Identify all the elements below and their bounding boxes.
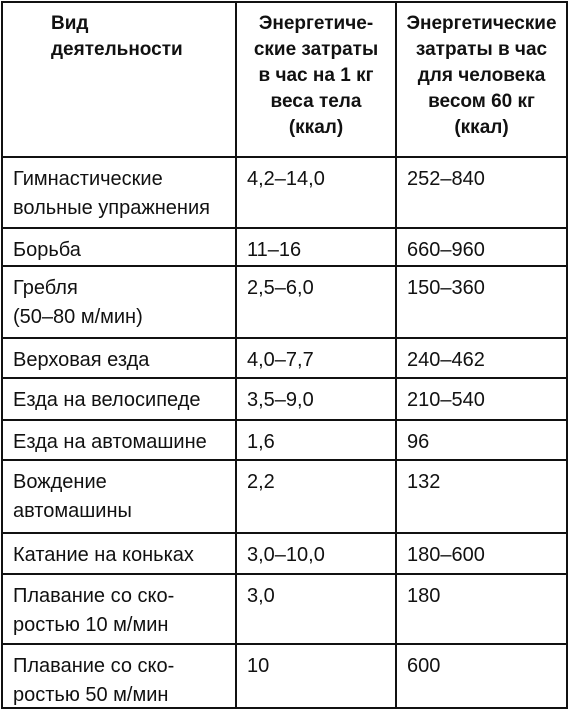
- per-60kg-cell: 240–462: [395, 339, 566, 377]
- header-per-kg: Энергетиче- ские затраты в час на 1 кг веса тела (ккал): [235, 3, 395, 156]
- per-60kg-cell: 252–840: [395, 158, 566, 227]
- per-60kg-cell: 600: [395, 645, 566, 707]
- table-row: [3, 265, 566, 337]
- per-kg-cell: 10: [235, 645, 395, 707]
- table-row: [3, 227, 566, 265]
- per-60kg-cell: 132: [395, 461, 566, 532]
- per-kg-cell: 3,0–10,0: [235, 534, 395, 573]
- table-row: [3, 337, 566, 377]
- table-row: [3, 156, 566, 227]
- activity-cell: Борьба: [13, 239, 81, 261]
- energy-expenditure-table: [1, 1, 568, 709]
- header-per-60kg: Энергетические затраты в час для человека весом 60 кг (ккал): [395, 3, 566, 156]
- per-60kg-cell: 150–360: [395, 267, 566, 337]
- per-kg-cell: 4,2–14,0: [235, 158, 395, 227]
- per-kg-cell: 3,0: [235, 575, 395, 643]
- table-row: [3, 573, 566, 643]
- table-header-row: [3, 3, 566, 156]
- activity-cell: Вождение автомашины: [13, 471, 132, 522]
- activity-cell: Езда на велосипеде: [13, 389, 201, 411]
- header-activity: Вид деятельности: [51, 13, 183, 60]
- per-kg-cell: 2,2: [235, 461, 395, 532]
- per-kg-cell: 3,5–9,0: [235, 379, 395, 419]
- per-60kg-cell: 180: [395, 575, 566, 643]
- per-kg-cell: 2,5–6,0: [235, 267, 395, 337]
- activity-cell: Гимнастические вольные упражнения: [13, 168, 210, 219]
- activity-cell: Плавание со ско- ростью 10 м/мин: [13, 585, 175, 636]
- table-row: [3, 419, 566, 459]
- activity-cell: Верховая езда: [13, 349, 150, 371]
- per-kg-cell: 11–16: [235, 229, 395, 265]
- per-60kg-cell: 180–600: [395, 534, 566, 573]
- per-kg-cell: 4,0–7,7: [235, 339, 395, 377]
- table-row: [3, 377, 566, 419]
- table-row: [3, 532, 566, 573]
- table-row: [3, 459, 566, 532]
- activity-cell: Катание на коньках: [13, 544, 194, 566]
- table-row: [3, 643, 566, 707]
- per-60kg-cell: 210–540: [395, 379, 566, 419]
- per-60kg-cell: 96: [395, 421, 566, 459]
- activity-cell: Езда на автомашине: [13, 431, 207, 453]
- per-60kg-cell: 660–960: [395, 229, 566, 265]
- activity-cell: Гребля (50–80 м/мин): [13, 277, 143, 328]
- activity-cell: Плавание со ско- ростью 50 м/мин: [13, 655, 175, 706]
- per-kg-cell: 1,6: [235, 421, 395, 459]
